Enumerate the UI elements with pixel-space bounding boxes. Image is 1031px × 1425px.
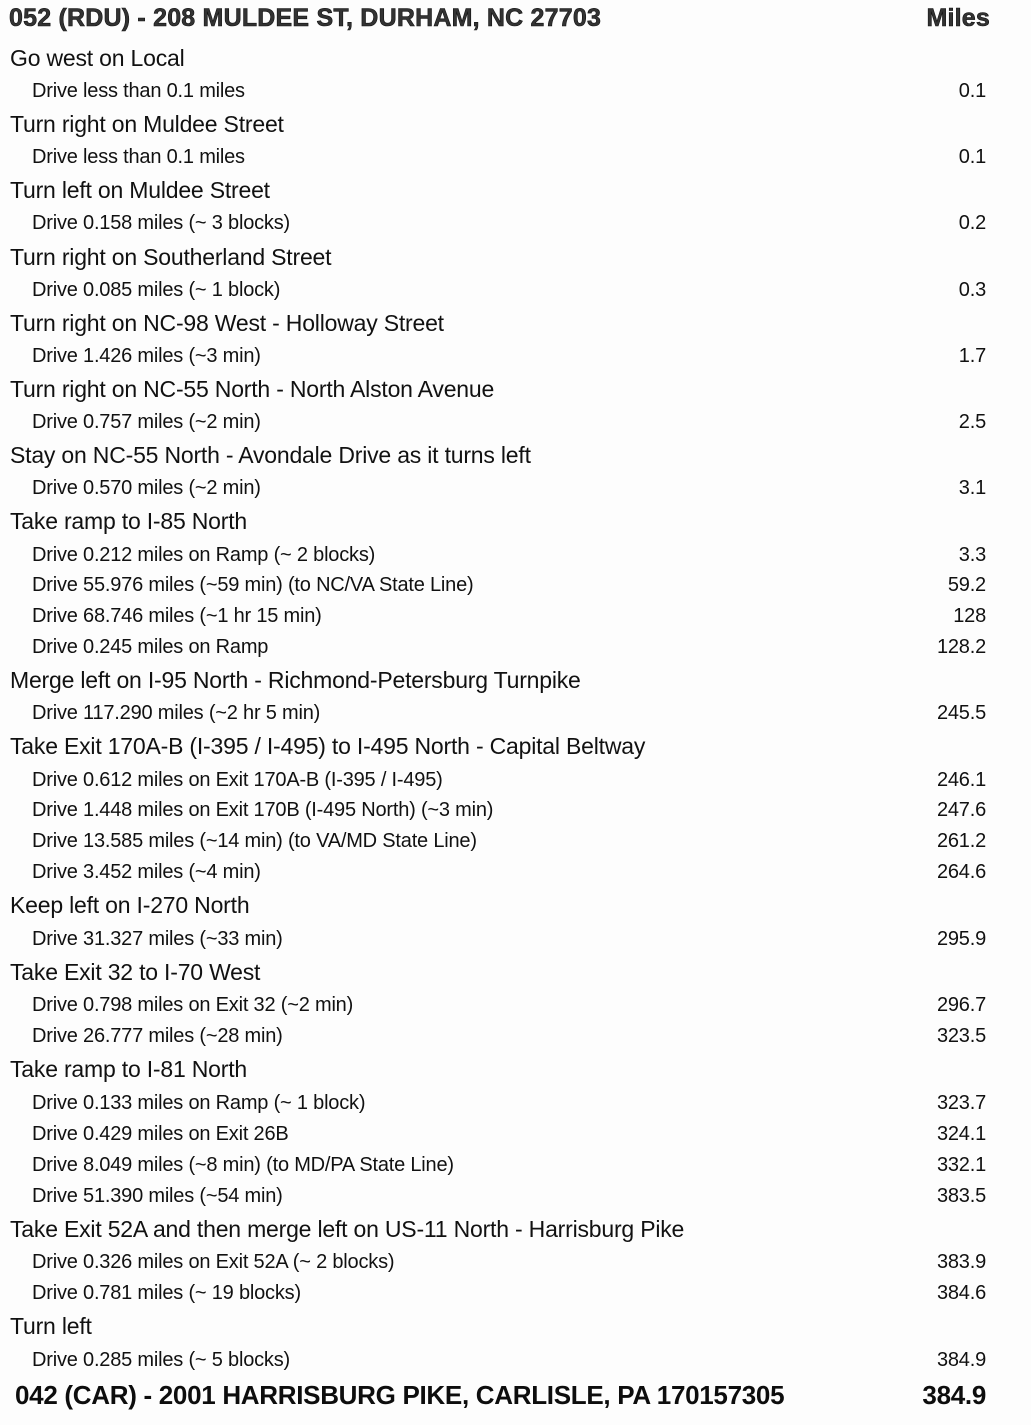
direction-substep	[0, 1251, 1000, 1274]
destination-footer	[0, 1380, 1000, 1411]
direction-step	[0, 111, 1000, 138]
substep-instruction: Drive 0.757 miles (~2 min)	[32, 411, 261, 433]
cumulative-miles: 1.7	[958, 345, 986, 367]
cumulative-miles: 3.1	[958, 477, 986, 499]
direction-substep	[0, 345, 1000, 368]
step-instruction: Turn right on NC-55 North - North Alston Avenue	[10, 376, 495, 402]
direction-substep	[0, 830, 1000, 853]
substep-instruction: Drive 0.326 miles on Exit 52A (~ 2 blocks)	[32, 1251, 395, 1273]
cumulative-miles: 323.7	[936, 1092, 986, 1114]
direction-substep	[0, 212, 1000, 235]
substep-instruction: Drive 3.452 miles (~4 min)	[32, 861, 261, 883]
direction-substep	[0, 1154, 1000, 1177]
cumulative-miles: 324.1	[936, 1123, 986, 1145]
step-instruction: Take ramp to I-85 North	[10, 508, 248, 534]
cumulative-miles: 0.1	[958, 146, 986, 168]
direction-substep	[0, 928, 1000, 951]
step-instruction: Stay on NC-55 North - Avondale Drive as it turns left	[10, 442, 531, 468]
step-instruction: Take Exit 170A-B (I-395 / I-495) to I-495 North - Capital Beltway	[10, 733, 646, 759]
direction-substep	[0, 799, 1000, 822]
cumulative-miles: 264.6	[936, 861, 986, 883]
direction-step	[0, 45, 1000, 72]
step-instruction: Take Exit 52A and then merge left on US-11 North - Harrisburg Pike	[10, 1216, 685, 1242]
direction-step	[0, 376, 1000, 403]
direction-substep	[0, 861, 1000, 884]
substep-instruction: Drive less than 0.1 miles	[32, 80, 245, 102]
substep-instruction: Drive 55.976 miles (~59 min) (to NC/VA State Line)	[32, 574, 474, 596]
direction-substep	[0, 1349, 1000, 1372]
cumulative-miles: 296.7	[936, 994, 986, 1016]
direction-substep	[0, 411, 1000, 434]
cumulative-miles: 0.1	[958, 80, 986, 102]
direction-step	[0, 177, 1000, 204]
substep-instruction: Drive 0.429 miles on Exit 26B	[32, 1123, 289, 1145]
cumulative-miles: 128	[953, 605, 986, 627]
miles-column-header: Miles	[926, 4, 990, 32]
cumulative-miles: 128.2	[936, 636, 986, 658]
substep-instruction: Drive 0.245 miles on Ramp	[32, 636, 269, 658]
substep-instruction: Drive 51.390 miles (~54 min)	[32, 1185, 283, 1207]
direction-substep	[0, 80, 1000, 103]
step-instruction: Keep left on I-270 North	[10, 892, 250, 918]
direction-step	[0, 310, 1000, 337]
substep-instruction: Drive 68.746 miles (~1 hr 15 min)	[32, 605, 322, 627]
cumulative-miles: 246.1	[936, 769, 986, 791]
cumulative-miles: 383.9	[936, 1251, 986, 1273]
substep-instruction: Drive 0.133 miles on Ramp (~ 1 block)	[32, 1092, 366, 1114]
direction-substep	[0, 702, 1000, 725]
direction-substep	[0, 994, 1000, 1017]
cumulative-miles: 247.6	[936, 799, 986, 821]
cumulative-miles: 384.6	[936, 1282, 986, 1304]
origin-header	[0, 4, 1000, 33]
direction-step	[0, 959, 1000, 986]
cumulative-miles: 384.9	[936, 1349, 986, 1371]
substep-instruction: Drive 0.158 miles (~ 3 blocks)	[32, 212, 290, 234]
step-instruction: Turn right on Southerland Street	[10, 244, 332, 270]
direction-step	[0, 667, 1000, 694]
substep-instruction: Drive 0.212 miles on Ramp (~ 2 blocks)	[32, 544, 376, 566]
step-instruction: Turn left	[10, 1313, 92, 1339]
cumulative-miles: 59.2	[947, 574, 986, 596]
substep-instruction: Drive 0.570 miles (~2 min)	[32, 477, 261, 499]
direction-substep	[0, 544, 1000, 567]
cumulative-miles: 2.5	[958, 411, 986, 433]
direction-step	[0, 1216, 1000, 1243]
step-instruction: Take Exit 32 to I-70 West	[10, 959, 261, 985]
cumulative-miles: 0.3	[958, 279, 986, 301]
step-instruction: Go west on Local	[10, 45, 185, 71]
substep-instruction: Drive 1.448 miles on Exit 170B (I-495 North) (~3 min)	[32, 799, 494, 821]
cumulative-miles: 323.5	[936, 1025, 986, 1047]
direction-step	[0, 1056, 1000, 1083]
direction-step	[0, 1313, 1000, 1340]
step-instruction: Turn right on Muldee Street	[10, 111, 284, 137]
substep-instruction: Drive 13.585 miles (~14 min) (to VA/MD State Line)	[32, 830, 477, 852]
direction-step	[0, 442, 1000, 469]
cumulative-miles: 245.5	[936, 702, 986, 724]
cumulative-miles: 261.2	[936, 830, 986, 852]
direction-substep	[0, 1123, 1000, 1146]
cumulative-miles: 383.5	[936, 1185, 986, 1207]
substep-instruction: Drive less than 0.1 miles	[32, 146, 245, 168]
cumulative-miles: 295.9	[936, 928, 986, 950]
direction-substep	[0, 279, 1000, 302]
substep-instruction: Drive 26.777 miles (~28 min)	[32, 1025, 283, 1047]
substep-instruction: Drive 1.426 miles (~3 min)	[32, 345, 261, 367]
total-miles: 384.9	[922, 1380, 986, 1410]
direction-step	[0, 733, 1000, 760]
substep-instruction: Drive 0.612 miles on Exit 170A-B (I-395 / I-495)	[32, 769, 443, 791]
step-instruction: Take ramp to I-81 North	[10, 1056, 248, 1082]
destination-address: 042 (CAR) - 2001 HARRISBURG PIKE, CARLISLE, PA 170157305	[15, 1380, 785, 1410]
substep-instruction: Drive 0.798 miles on Exit 32 (~2 min)	[32, 994, 354, 1016]
direction-substep	[0, 636, 1000, 659]
direction-step	[0, 508, 1000, 535]
direction-step	[0, 892, 1000, 919]
substep-instruction: Drive 0.085 miles (~ 1 block)	[32, 279, 281, 301]
substep-instruction: Drive 31.327 miles (~33 min)	[32, 928, 283, 950]
direction-substep	[0, 477, 1000, 500]
cumulative-miles: 332.1	[936, 1154, 986, 1176]
direction-substep	[0, 769, 1000, 792]
direction-substep	[0, 1025, 1000, 1048]
direction-substep	[0, 574, 1000, 597]
step-instruction: Merge left on I-95 North - Richmond-Petersburg Turnpike	[10, 667, 581, 693]
substep-instruction: Drive 0.781 miles (~ 19 blocks)	[32, 1282, 301, 1304]
direction-substep	[0, 146, 1000, 169]
substep-instruction: Drive 117.290 miles (~2 hr 5 min)	[32, 702, 321, 724]
substep-instruction: Drive 8.049 miles (~8 min) (to MD/PA State Line)	[32, 1154, 454, 1176]
direction-substep	[0, 605, 1000, 628]
cumulative-miles: 3.3	[958, 544, 986, 566]
direction-substep	[0, 1282, 1000, 1305]
step-instruction: Turn left on Muldee Street	[10, 177, 270, 203]
direction-step	[0, 244, 1000, 271]
origin-address: 052 (RDU) - 208 MULDEE ST, DURHAM, NC 27703	[9, 4, 602, 32]
substep-instruction: Drive 0.285 miles (~ 5 blocks)	[32, 1349, 290, 1371]
direction-substep	[0, 1092, 1000, 1115]
step-instruction: Turn right on NC-98 West - Holloway Street	[10, 310, 444, 336]
cumulative-miles: 0.2	[958, 212, 986, 234]
direction-substep	[0, 1185, 1000, 1208]
